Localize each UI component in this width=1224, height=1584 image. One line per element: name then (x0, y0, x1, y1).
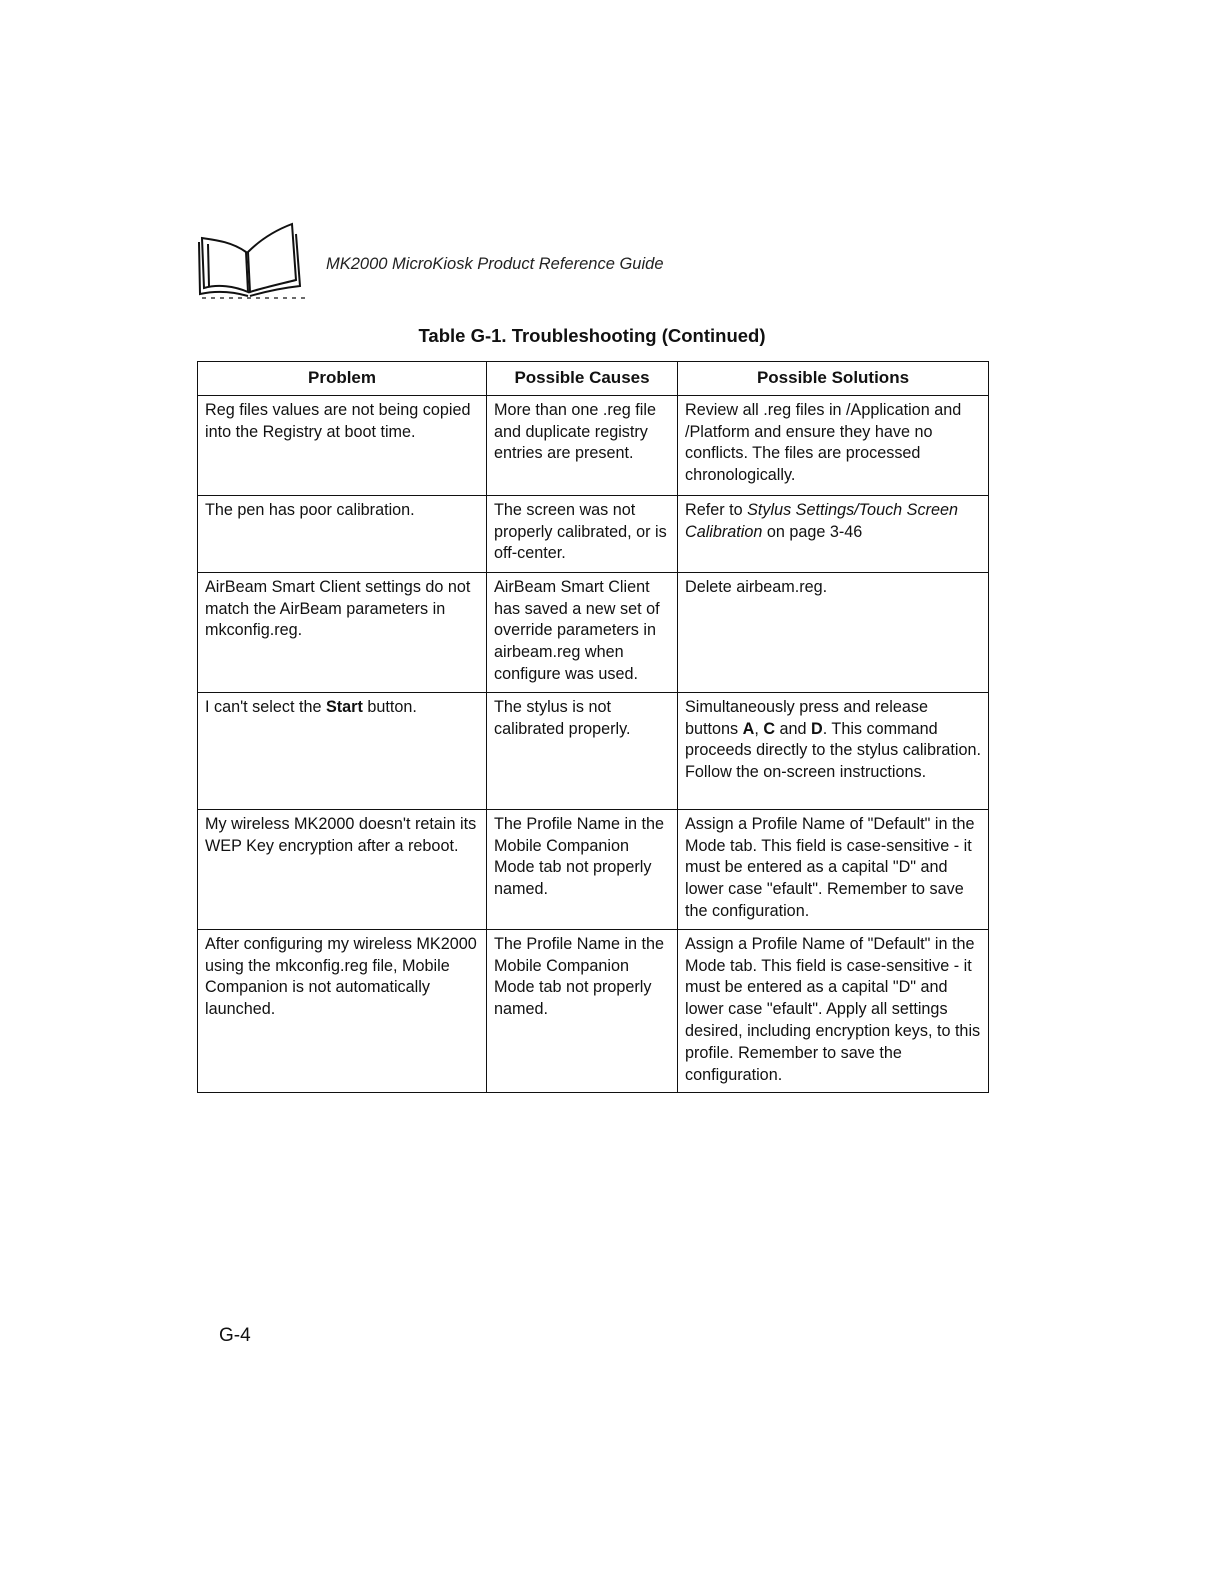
table-row (198, 395, 989, 495)
start-button-term: Start (325, 697, 363, 716)
problem-cell: After configuring my wireless MK2000 using the mkconfig.reg file, Mobile Companion is not automatically launched. (198, 929, 487, 1092)
button-c-term: C (763, 719, 776, 738)
problem-text: button. (362, 697, 417, 716)
table-header-row (198, 362, 989, 396)
button-a-term: A (742, 719, 755, 738)
solution-cell (678, 692, 989, 809)
solution-text: . This command proceeds directly to the stylus calibration. Follow the on-screen instructions. (685, 719, 982, 782)
column-header-solutions: Possible Solutions (678, 362, 989, 396)
solution-text: Refer to (685, 500, 748, 519)
table-row (198, 495, 989, 572)
table-row (198, 929, 989, 1092)
button-d-term: D (811, 719, 823, 738)
solution-cell: Assign a Profile Name of "Default" in the Mode tab. This field is case-sensitive - it must be entered as a capital "D" and lower case "efault". Remember to save the configuration. (678, 809, 989, 929)
table-title: Table G-1. Troubleshooting (Continued) (418, 325, 766, 346)
table-row (198, 572, 989, 692)
problem-text: I can't select the (205, 697, 326, 716)
cause-cell: More than one .reg file and duplicate registry entries are present. (487, 395, 678, 495)
cause-cell: The screen was not properly calibrated, or is off-center. (487, 495, 678, 572)
problem-cell: The pen has poor calibration. (198, 495, 487, 572)
problem-cell (198, 692, 487, 809)
solution-text: , (754, 719, 764, 738)
troubleshooting-table (197, 361, 989, 1093)
solution-text: and (775, 719, 812, 738)
solution-text: Simultaneously press and release buttons (685, 697, 928, 738)
cause-cell: AirBeam Smart Client has saved a new set of override parameters in airbeam.reg when configure was used. (487, 572, 678, 692)
solution-cell: Assign a Profile Name of "Default" in the Mode tab. This field is case-sensitive - it must be entered as a capital "D" and lower case "efault". Apply all settings desired, including encryption keys, to this profile. Remember to save the configuration. (678, 929, 989, 1092)
cause-cell: The Profile Name in the Mobile Companion Mode tab not properly named. (487, 809, 678, 929)
cause-cell: The Profile Name in the Mobile Companion Mode tab not properly named. (487, 929, 678, 1092)
solution-cell: Review all .reg files in /Application and /Platform and ensure they have no conflicts. The files are processed chronologically. (678, 395, 989, 495)
page-number: G-4 (219, 1325, 251, 1346)
open-book-icon (196, 222, 312, 302)
column-header-causes: Possible Causes (487, 362, 678, 396)
section-reference: Stylus Settings/Touch Screen Calibration (685, 500, 958, 541)
table-row (198, 692, 989, 809)
running-head-title: MK2000 MicroKiosk Product Reference Guide (326, 255, 664, 273)
cause-cell: The stylus is not calibrated properly. (487, 692, 678, 809)
problem-cell: My wireless MK2000 doesn't retain its WEP Key encryption after a reboot. (198, 809, 487, 929)
problem-cell: AirBeam Smart Client settings do not match the AirBeam parameters in mkconfig.reg. (198, 572, 487, 692)
solution-cell (678, 495, 989, 572)
problem-cell: Reg files values are not being copied into the Registry at boot time. (198, 395, 487, 495)
solution-cell: Delete airbeam.reg. (678, 572, 989, 692)
column-header-problem: Problem (198, 362, 487, 396)
solution-text: on page 3-46 (762, 522, 863, 541)
table-row (198, 809, 989, 929)
